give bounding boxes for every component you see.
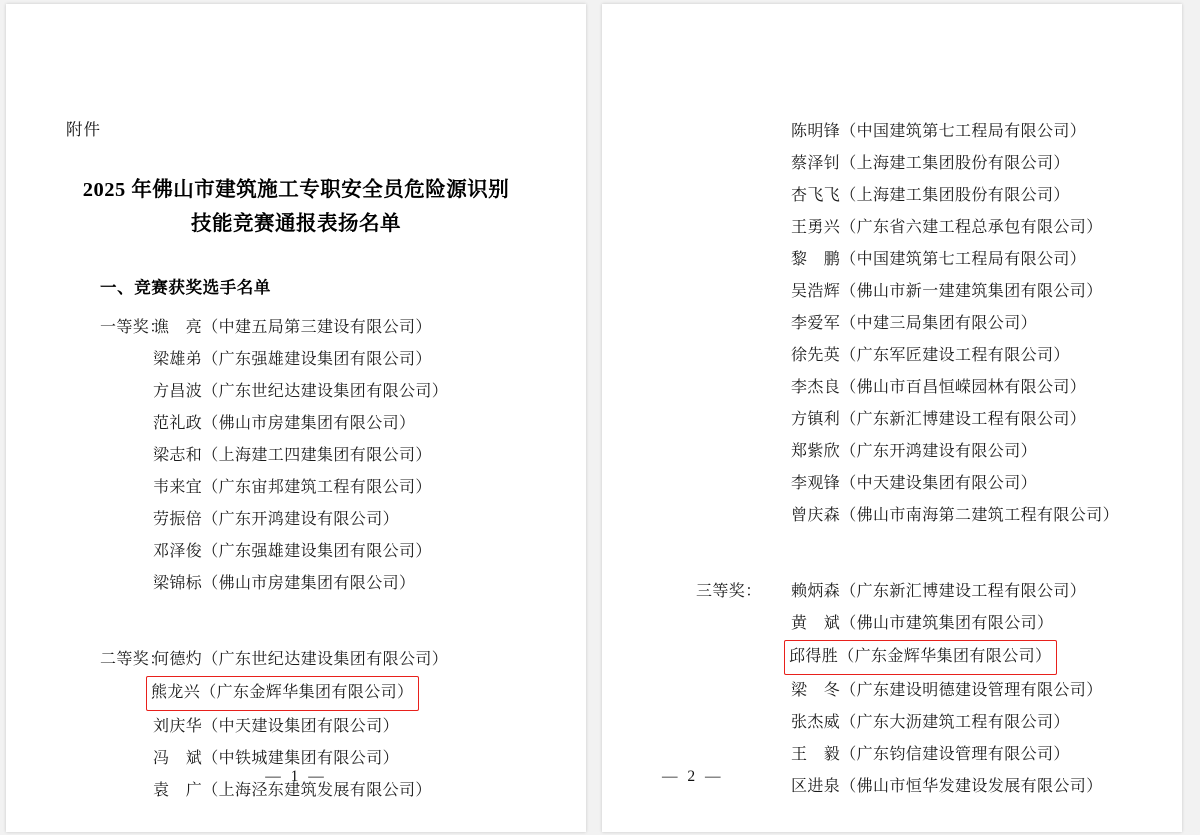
list-item: [662, 739, 1122, 771]
list-item: [66, 644, 526, 676]
list-item: [662, 771, 1122, 803]
award-entry: 李杰良（佛山市百昌恒嵘园林有限公司）: [791, 379, 1087, 396]
list-item: [66, 376, 526, 408]
award-label-third: 三等奖：: [696, 583, 762, 600]
award-entry: 赖炳森（广东新汇博建设工程有限公司）: [791, 583, 1087, 600]
award-block-third: [662, 576, 1122, 803]
list-item: [66, 568, 526, 600]
document-page-2: [602, 4, 1182, 832]
list-item: [662, 576, 1122, 608]
award-entry: 杏飞飞（上海建工集团股份有限公司）: [791, 187, 1070, 204]
page-title: [66, 174, 526, 242]
award-entry: 刘庆华（中天建设集团有限公司）: [153, 717, 400, 735]
section-heading: 一、竞赛获奖选手名单: [100, 277, 271, 297]
award-entry: 李观锋（中天建设集团有限公司）: [791, 475, 1038, 492]
award-label-second: 二等奖：: [100, 650, 166, 668]
award-entry: 梁志和（上海建工四建集团有限公司）: [153, 446, 432, 464]
award-entry-highlighted: 熊龙兴（广东金辉华集团有限公司）: [146, 676, 419, 711]
list-item: [662, 180, 1122, 212]
list-item: [662, 340, 1122, 372]
award-entry-highlighted: 邱得胜（广东金辉华集团有限公司）: [784, 640, 1057, 675]
title-line-1: 2025 年佛山市建筑施工专职安全员危险源识别: [82, 179, 510, 201]
award-entry: 韦来宜（广东宙邦建筑工程有限公司）: [153, 478, 432, 496]
list-item: [66, 504, 526, 536]
list-item: [662, 404, 1122, 436]
award-entry: 谯 亮（中建五局第三建设有限公司）: [153, 318, 432, 336]
award-entry: 劳振倍（广东开鸿建设有限公司）: [153, 510, 400, 528]
list-item: [66, 344, 526, 376]
page-number: — 1 —: [265, 768, 327, 785]
award-entry: 黎 鹏（中国建筑第七工程局有限公司）: [791, 251, 1087, 268]
list-item: [662, 500, 1122, 532]
list-item: [66, 711, 526, 743]
award-entry: 黄 斌（佛山市建筑集团有限公司）: [791, 615, 1054, 632]
list-item: [662, 608, 1122, 640]
list-item: [662, 244, 1122, 276]
award-entry: 张杰威（广东大沥建筑工程有限公司）: [791, 714, 1070, 731]
award-entry: 陈明锋（中国建筑第七工程局有限公司）: [791, 123, 1087, 140]
list-item: [662, 707, 1122, 739]
award-entry: 方镇利（广东新汇博建设工程有限公司）: [791, 411, 1087, 428]
award-entry: 梁雄弟（广东强雄建设集团有限公司）: [153, 350, 432, 368]
award-entry: 范礼政（佛山市房建集团有限公司）: [153, 414, 416, 432]
list-item: [662, 372, 1122, 404]
list-item: [662, 468, 1122, 500]
list-item: [662, 308, 1122, 340]
list-item: [662, 276, 1122, 308]
award-entry: 曾庆森（佛山市南海第二建筑工程有限公司）: [791, 507, 1120, 524]
award-entry: 邓泽俊（广东强雄建设集团有限公司）: [153, 542, 432, 560]
list-item: [66, 312, 526, 344]
list-item: [662, 436, 1122, 468]
award-entry: 梁 冬（广东建设明德建设管理有限公司）: [791, 682, 1103, 699]
award-entry: 梁锦标（佛山市房建集团有限公司）: [153, 574, 416, 592]
award-entry: 徐先英（广东军匠建设工程有限公司）: [791, 347, 1070, 364]
award-block-second-continued: [662, 116, 1122, 532]
list-item: [66, 536, 526, 568]
title-line-2: 技能竞赛通报表扬名单: [191, 212, 401, 235]
award-entry: 王勇兴（广东省六建工程总承包有限公司）: [791, 219, 1103, 236]
list-item: [662, 640, 1122, 675]
award-entry: 冯 斌（中铁城建集团有限公司）: [153, 749, 400, 767]
list-item: [66, 408, 526, 440]
page-number: — 2 —: [662, 768, 724, 785]
list-item: [662, 212, 1122, 244]
list-item: [662, 148, 1122, 180]
list-item: [662, 675, 1122, 707]
award-entry: 郑紫欣（广东开鸿建设有限公司）: [791, 443, 1038, 460]
award-block-first: [66, 312, 526, 600]
award-entry: 吴浩辉（佛山市新一建建筑集团有限公司）: [791, 283, 1103, 300]
attachment-label: 附件: [66, 120, 101, 139]
list-item: [66, 440, 526, 472]
award-entry: 王 毅（广东钧信建设管理有限公司）: [791, 746, 1070, 763]
list-item: [662, 116, 1122, 148]
list-item: [66, 472, 526, 504]
document-page-1: [6, 4, 586, 832]
award-entry: 方昌波（广东世纪达建设集团有限公司）: [153, 382, 449, 400]
award-entry: 区进泉（佛山市恒华发建设发展有限公司）: [791, 778, 1103, 795]
award-entry: 何德灼（广东世纪达建设集团有限公司）: [153, 650, 449, 668]
list-item: [66, 676, 526, 711]
award-entry: 袁 广（上海泾东建筑发展有限公司）: [153, 781, 432, 799]
award-label-first: 一等奖：: [100, 318, 166, 336]
award-entry: 蔡泽钊（上海建工集团股份有限公司）: [791, 155, 1070, 172]
award-entry: 李爱军（中建三局集团有限公司）: [791, 315, 1038, 332]
